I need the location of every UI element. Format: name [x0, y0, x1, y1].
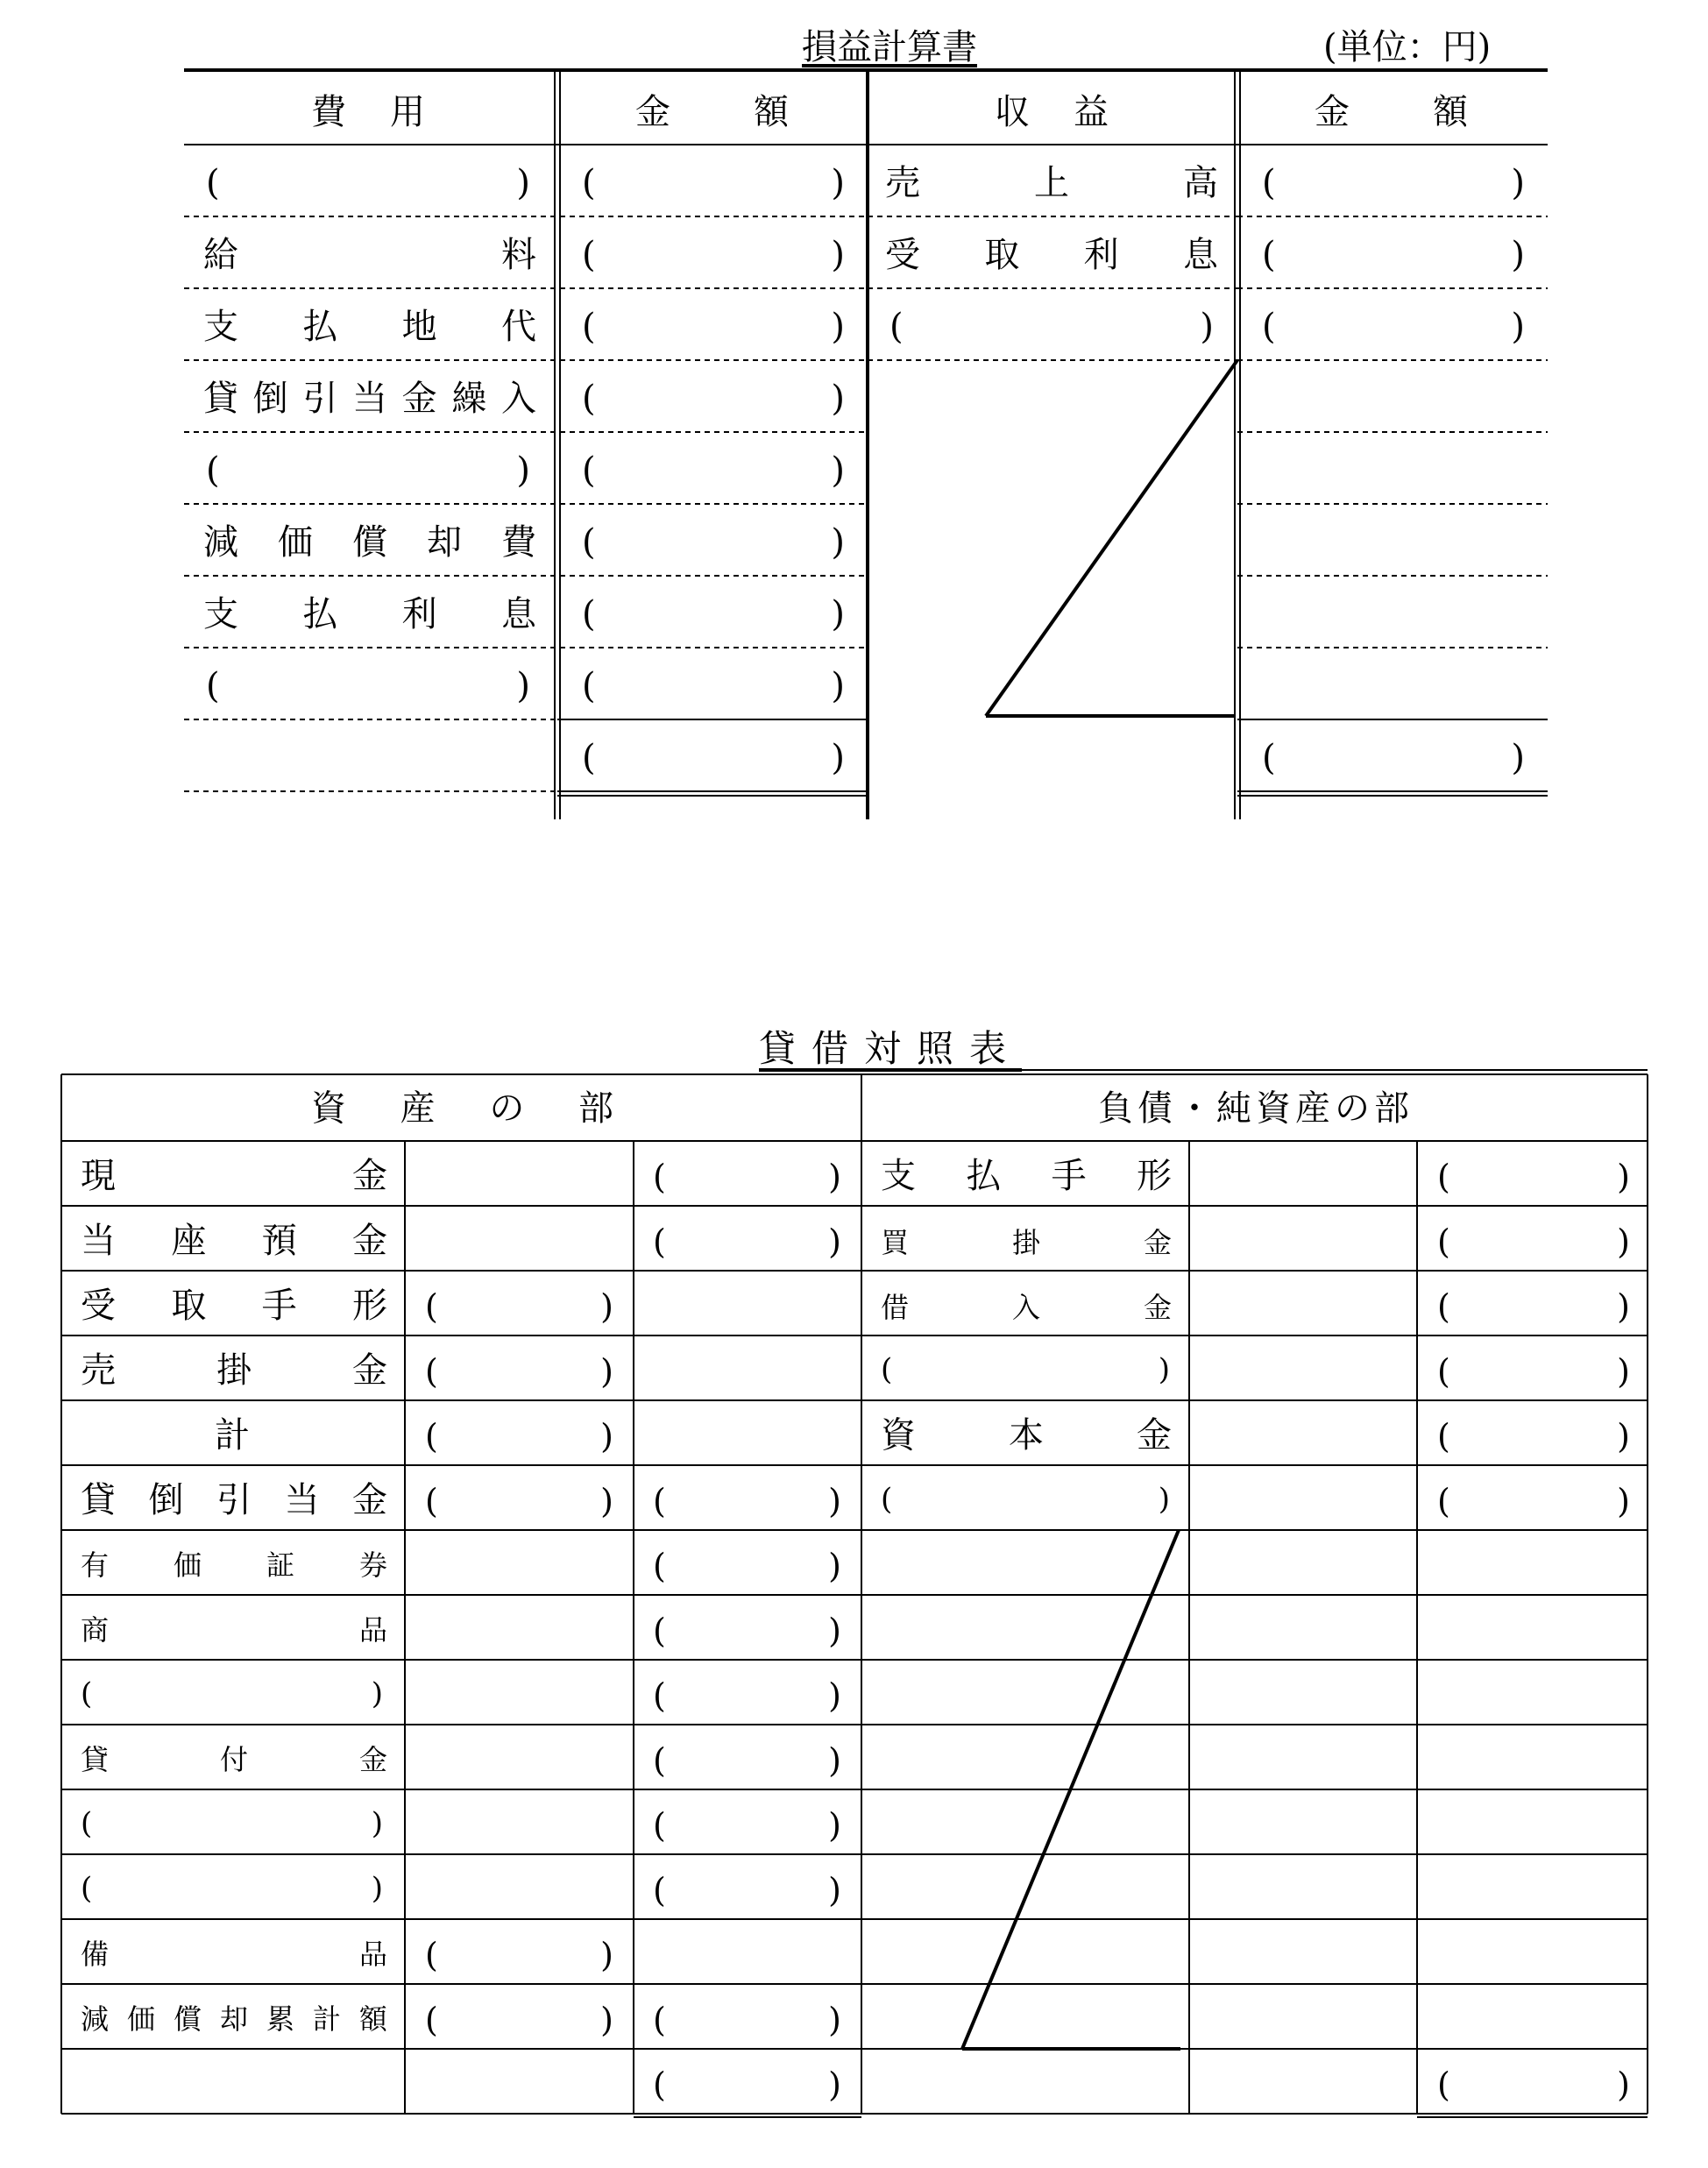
bs-asset-amount[interactable]: ( ) [653, 1676, 841, 1715]
bs-liability-label: 資 本 金 [881, 1415, 1172, 1456]
bs-asset-amount[interactable]: ( ) [653, 2065, 841, 2104]
bs-asset-amount-inner[interactable]: ( ) [425, 2001, 613, 2039]
pl-revenue-amount[interactable]: ( ) [1262, 163, 1525, 203]
bs-asset-amount[interactable]: ( ) [653, 1482, 841, 1520]
bs-asset-amount[interactable]: ( ) [653, 1612, 841, 1650]
pl-expense-blank[interactable]: ( ) [206, 450, 530, 491]
bs-liability-blank[interactable]: ( ) [881, 1482, 1170, 1517]
bs-liability-label: 買 掛 金 [881, 1226, 1172, 1259]
pl-header-amount: 金 額 [1315, 92, 1468, 132]
pl-expense-label: 支 払 地 代 [203, 307, 536, 347]
bs-asset-label: 備 品 [81, 1938, 387, 1971]
bs-liability-blank[interactable]: ( ) [881, 1352, 1170, 1387]
pl-expense-amount[interactable]: ( ) [582, 379, 845, 419]
bs-liability-amount[interactable]: ( ) [1437, 1158, 1630, 1196]
bs-asset-amount-inner[interactable]: ( ) [425, 1352, 613, 1391]
pl-expense-amount[interactable]: ( ) [582, 666, 845, 706]
bs-asset-amount-inner[interactable]: ( ) [425, 1287, 613, 1326]
pl-header-revenue: 収 益 [995, 92, 1109, 132]
pl-expense-blank[interactable]: ( ) [206, 666, 530, 706]
bs-asset-label: 減 価 償 却 累 計 額 [81, 2002, 387, 2036]
pl-unit: (単位：円) [1323, 27, 1492, 67]
bs-asset-blank[interactable]: ( ) [81, 1871, 383, 1906]
bs-asset-amount-inner[interactable]: ( ) [425, 1482, 613, 1520]
bs-asset-amount[interactable]: ( ) [653, 2001, 841, 2039]
bs-asset-blank[interactable]: ( ) [81, 1676, 383, 1711]
bs-liability-label: 支 払 手 形 [881, 1156, 1172, 1196]
pl-expense-label: 支 払 利 息 [203, 594, 536, 634]
pl-header-amount: 金 額 [635, 92, 789, 132]
bs-asset-label: 計 [215, 1415, 250, 1456]
bs-asset-label: 現 金 [81, 1156, 387, 1196]
pl-revenue-amount[interactable]: ( ) [1262, 307, 1525, 347]
bs-asset-label: 有 価 証 券 [81, 1548, 387, 1582]
bs-title: 貸借対照表 [759, 1027, 1023, 1070]
bs-asset-label: 売 掛 金 [81, 1350, 387, 1391]
pl-revenue-blank[interactable]: ( ) [889, 307, 1214, 347]
pl-expense-label: 給 料 [203, 235, 536, 275]
bs-asset-amount-inner[interactable]: ( ) [425, 1936, 613, 1974]
bs-asset-amount[interactable]: ( ) [653, 1871, 841, 1909]
bs-asset-amount[interactable]: ( ) [653, 1222, 841, 1261]
bs-liability-amount[interactable]: ( ) [1437, 1352, 1630, 1391]
pl-expense-amount[interactable]: ( ) [582, 450, 845, 491]
pl-revenue-amount[interactable]: ( ) [1262, 235, 1525, 275]
pl-expense-amount[interactable]: ( ) [582, 307, 845, 347]
bs-liability-label: 借 入 金 [881, 1291, 1172, 1324]
pl-total-left[interactable]: ( ) [582, 738, 845, 778]
bs-header-liabilities: 負 債 ・ 純 資 産 の 部 [1098, 1088, 1409, 1129]
pl-expense-amount[interactable]: ( ) [582, 235, 845, 275]
bs-asset-amount-inner[interactable]: ( ) [425, 1417, 613, 1456]
pl-revenue-label: 受 取 利 息 [885, 235, 1218, 275]
bs-asset-label: 貸 付 金 [81, 1743, 387, 1776]
bs-liability-amount[interactable]: ( ) [1437, 1417, 1630, 1456]
bs-asset-label: 受 取 手 形 [81, 1286, 387, 1326]
bs-asset-amount[interactable]: ( ) [653, 1741, 841, 1780]
pl-expense-blank[interactable]: ( ) [206, 163, 530, 203]
pl-revenue-label: 売 上 高 [885, 163, 1218, 203]
bs-liability-amount[interactable]: ( ) [1437, 1222, 1630, 1261]
pl-title: 損益計算書 [802, 27, 977, 67]
pl-header-expense: 費 用 [311, 92, 425, 132]
pl-expense-label: 減 価 償 却 費 [203, 522, 536, 563]
pl-expense-amount[interactable]: ( ) [582, 594, 845, 634]
pl-expense-amount[interactable]: ( ) [582, 522, 845, 563]
pl-total-right[interactable]: ( ) [1262, 738, 1525, 778]
bs-asset-amount[interactable]: ( ) [653, 1158, 841, 1196]
bs-asset-amount[interactable]: ( ) [653, 1806, 841, 1845]
pl-expense-label: 貸 倒 引 当 金 繰 入 [203, 379, 536, 419]
bs-liability-total[interactable]: ( ) [1437, 2065, 1630, 2104]
bs-liability-amount[interactable]: ( ) [1437, 1287, 1630, 1326]
bs-asset-amount[interactable]: ( ) [653, 1547, 841, 1585]
pl-expense-amount[interactable]: ( ) [582, 163, 845, 203]
bs-liability-amount[interactable]: ( ) [1437, 1482, 1630, 1520]
bs-asset-blank[interactable]: ( ) [81, 1806, 383, 1841]
bs-asset-label: 貸 倒 引 当 金 [81, 1480, 387, 1520]
bs-asset-label: 当 座 預 金 [81, 1221, 387, 1261]
bs-header-assets: 資 産 の 部 [311, 1088, 613, 1129]
pl-slash [986, 360, 1237, 716]
bs-asset-label: 商 品 [81, 1613, 387, 1647]
